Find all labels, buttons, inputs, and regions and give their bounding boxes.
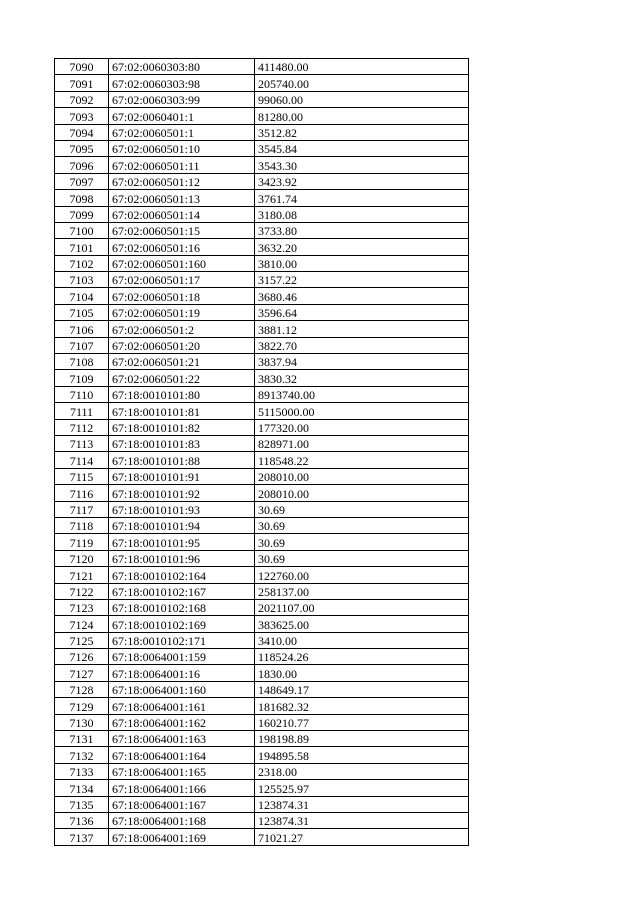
- row-number-cell: 7095: [55, 140, 109, 156]
- row-number-cell: 7121: [55, 567, 109, 583]
- parcel-id-cell: 67:18:0064001:168: [109, 812, 255, 828]
- row-number-cell: 7092: [55, 91, 109, 107]
- row-number-cell: 7133: [55, 763, 109, 779]
- table-row: [55, 190, 469, 206]
- parcel-id-cell: 67:18:0064001:160: [109, 681, 255, 697]
- table-row: [55, 386, 469, 402]
- table-row: [55, 501, 469, 517]
- amount-cell: 3881.12: [255, 321, 469, 337]
- table-row: [55, 419, 469, 435]
- table-row: [55, 304, 469, 320]
- amount-cell: 177320.00: [255, 419, 469, 435]
- table-row: [55, 337, 469, 353]
- parcel-id-cell: 67:02:0060501:14: [109, 206, 255, 222]
- row-number-cell: 7108: [55, 354, 109, 370]
- table-row: [55, 796, 469, 812]
- table-row: [55, 255, 469, 271]
- row-number-cell: 7116: [55, 485, 109, 501]
- row-number-cell: 7128: [55, 681, 109, 697]
- table-row: [55, 403, 469, 419]
- table-body: [55, 59, 469, 846]
- parcel-id-cell: 67:18:0010101:96: [109, 550, 255, 566]
- table-row: [55, 780, 469, 796]
- amount-cell: 118548.22: [255, 452, 469, 468]
- row-number-cell: 7109: [55, 370, 109, 386]
- parcel-id-cell: 67:18:0010101:80: [109, 386, 255, 402]
- row-number-cell: 7093: [55, 108, 109, 124]
- parcel-id-cell: 67:18:0010101:91: [109, 468, 255, 484]
- table-row: [55, 435, 469, 451]
- row-number-cell: 7130: [55, 714, 109, 730]
- row-number-cell: 7134: [55, 780, 109, 796]
- parcel-id-cell: 67:02:0060501:1: [109, 124, 255, 140]
- amount-cell: 181682.32: [255, 698, 469, 714]
- parcel-id-cell: 67:02:0060501:12: [109, 173, 255, 189]
- row-number-cell: 7091: [55, 75, 109, 91]
- parcel-id-cell: 67:18:0010102:168: [109, 599, 255, 615]
- row-number-cell: 7123: [55, 599, 109, 615]
- parcel-id-cell: 67:18:0064001:16: [109, 665, 255, 681]
- amount-cell: 5115000.00: [255, 403, 469, 419]
- amount-cell: 30.69: [255, 501, 469, 517]
- parcel-id-cell: 67:02:0060303:98: [109, 75, 255, 91]
- table-row: [55, 108, 469, 124]
- amount-cell: 125525.97: [255, 780, 469, 796]
- amount-cell: 3545.84: [255, 140, 469, 156]
- amount-cell: 3512.82: [255, 124, 469, 140]
- data-table: [54, 58, 469, 846]
- amount-cell: 160210.77: [255, 714, 469, 730]
- table-row: [55, 272, 469, 288]
- amount-cell: 3761.74: [255, 190, 469, 206]
- table-row: [55, 534, 469, 550]
- amount-cell: 3733.80: [255, 222, 469, 238]
- parcel-id-cell: 67:18:0064001:164: [109, 747, 255, 763]
- parcel-id-cell: 67:18:0064001:161: [109, 698, 255, 714]
- parcel-id-cell: 67:18:0010101:82: [109, 419, 255, 435]
- table-row: [55, 665, 469, 681]
- amount-cell: 3596.64: [255, 304, 469, 320]
- row-number-cell: 7090: [55, 59, 109, 75]
- table-row: [55, 173, 469, 189]
- row-number-cell: 7104: [55, 288, 109, 304]
- amount-cell: 3180.08: [255, 206, 469, 222]
- table-row: [55, 222, 469, 238]
- table-row: [55, 124, 469, 140]
- parcel-id-cell: 67:18:0064001:167: [109, 796, 255, 812]
- amount-cell: 194895.58: [255, 747, 469, 763]
- amount-cell: 1830.00: [255, 665, 469, 681]
- row-number-cell: 7103: [55, 272, 109, 288]
- table-row: [55, 567, 469, 583]
- row-number-cell: 7110: [55, 386, 109, 402]
- amount-cell: 3632.20: [255, 239, 469, 255]
- parcel-id-cell: 67:18:0010101:93: [109, 501, 255, 517]
- amount-cell: 411480.00: [255, 59, 469, 75]
- row-number-cell: 7115: [55, 468, 109, 484]
- parcel-id-cell: 67:02:0060501:22: [109, 370, 255, 386]
- parcel-id-cell: 67:02:0060501:2: [109, 321, 255, 337]
- table-row: [55, 517, 469, 533]
- amount-cell: 122760.00: [255, 567, 469, 583]
- parcel-id-cell: 67:18:0010102:169: [109, 616, 255, 632]
- table-row: [55, 91, 469, 107]
- table-row: [55, 239, 469, 255]
- row-number-cell: 7106: [55, 321, 109, 337]
- table-row: [55, 731, 469, 747]
- row-number-cell: 7111: [55, 403, 109, 419]
- row-number-cell: 7113: [55, 435, 109, 451]
- row-number-cell: 7094: [55, 124, 109, 140]
- table-row: [55, 812, 469, 828]
- row-number-cell: 7124: [55, 616, 109, 632]
- row-number-cell: 7125: [55, 632, 109, 648]
- amount-cell: 3423.92: [255, 173, 469, 189]
- parcel-id-cell: 67:02:0060501:21: [109, 354, 255, 370]
- table-row: [55, 649, 469, 665]
- amount-cell: 208010.00: [255, 485, 469, 501]
- table-row: [55, 452, 469, 468]
- amount-cell: 3810.00: [255, 255, 469, 271]
- amount-cell: 3680.46: [255, 288, 469, 304]
- row-number-cell: 7100: [55, 222, 109, 238]
- parcel-id-cell: 67:02:0060501:15: [109, 222, 255, 238]
- row-number-cell: 7122: [55, 583, 109, 599]
- amount-cell: 8913740.00: [255, 386, 469, 402]
- table-row: [55, 632, 469, 648]
- row-number-cell: 7117: [55, 501, 109, 517]
- parcel-id-cell: 67:02:0060401:1: [109, 108, 255, 124]
- parcel-id-cell: 67:18:0064001:165: [109, 763, 255, 779]
- row-number-cell: 7098: [55, 190, 109, 206]
- parcel-id-cell: 67:18:0010102:171: [109, 632, 255, 648]
- amount-cell: 3410.00: [255, 632, 469, 648]
- table-row: [55, 763, 469, 779]
- table-row: [55, 599, 469, 615]
- row-number-cell: 7127: [55, 665, 109, 681]
- row-number-cell: 7112: [55, 419, 109, 435]
- row-number-cell: 7126: [55, 649, 109, 665]
- parcel-id-cell: 67:18:0010101:81: [109, 403, 255, 419]
- parcel-id-cell: 67:18:0064001:169: [109, 829, 255, 845]
- amount-cell: 198198.89: [255, 731, 469, 747]
- table-row: [55, 75, 469, 91]
- table-row: [55, 59, 469, 75]
- table-row: [55, 354, 469, 370]
- table-row: [55, 698, 469, 714]
- parcel-id-cell: 67:02:0060501:10: [109, 140, 255, 156]
- table-row: [55, 370, 469, 386]
- table-row: [55, 206, 469, 222]
- amount-cell: 30.69: [255, 550, 469, 566]
- parcel-id-cell: 67:02:0060303:99: [109, 91, 255, 107]
- row-number-cell: 7107: [55, 337, 109, 353]
- row-number-cell: 7120: [55, 550, 109, 566]
- row-number-cell: 7114: [55, 452, 109, 468]
- row-number-cell: 7136: [55, 812, 109, 828]
- amount-cell: 118524.26: [255, 649, 469, 665]
- row-number-cell: 7105: [55, 304, 109, 320]
- row-number-cell: 7135: [55, 796, 109, 812]
- table-row: [55, 468, 469, 484]
- parcel-id-cell: 67:18:0064001:163: [109, 731, 255, 747]
- amount-cell: 3830.32: [255, 370, 469, 386]
- row-number-cell: 7132: [55, 747, 109, 763]
- amount-cell: 2021107.00: [255, 599, 469, 615]
- amount-cell: 30.69: [255, 517, 469, 533]
- table-row: [55, 829, 469, 845]
- parcel-id-cell: 67:18:0010101:92: [109, 485, 255, 501]
- amount-cell: 3543.30: [255, 157, 469, 173]
- parcel-id-cell: 67:18:0010101:83: [109, 435, 255, 451]
- row-number-cell: 7119: [55, 534, 109, 550]
- amount-cell: 123874.31: [255, 812, 469, 828]
- amount-cell: 3837.94: [255, 354, 469, 370]
- row-number-cell: 7101: [55, 239, 109, 255]
- row-number-cell: 7118: [55, 517, 109, 533]
- row-number-cell: 7102: [55, 255, 109, 271]
- parcel-id-cell: 67:18:0064001:159: [109, 649, 255, 665]
- table-row: [55, 157, 469, 173]
- amount-cell: 123874.31: [255, 796, 469, 812]
- parcel-id-cell: 67:02:0060501:16: [109, 239, 255, 255]
- parcel-id-cell: 67:02:0060501:20: [109, 337, 255, 353]
- table-row: [55, 681, 469, 697]
- amount-cell: 828971.00: [255, 435, 469, 451]
- parcel-id-cell: 67:02:0060303:80: [109, 59, 255, 75]
- amount-cell: 383625.00: [255, 616, 469, 632]
- amount-cell: 205740.00: [255, 75, 469, 91]
- amount-cell: 2318.00: [255, 763, 469, 779]
- amount-cell: 258137.00: [255, 583, 469, 599]
- table-row: [55, 714, 469, 730]
- table-row: [55, 321, 469, 337]
- parcel-id-cell: 67:18:0064001:162: [109, 714, 255, 730]
- parcel-id-cell: 67:02:0060501:13: [109, 190, 255, 206]
- amount-cell: 3157.22: [255, 272, 469, 288]
- parcel-id-cell: 67:18:0064001:166: [109, 780, 255, 796]
- parcel-id-cell: 67:02:0060501:17: [109, 272, 255, 288]
- table-row: [55, 583, 469, 599]
- row-number-cell: 7131: [55, 731, 109, 747]
- amount-cell: 148649.17: [255, 681, 469, 697]
- row-number-cell: 7097: [55, 173, 109, 189]
- row-number-cell: 7096: [55, 157, 109, 173]
- amount-cell: 81280.00: [255, 108, 469, 124]
- parcel-id-cell: 67:18:0010102:167: [109, 583, 255, 599]
- table-row: [55, 485, 469, 501]
- parcel-id-cell: 67:02:0060501:11: [109, 157, 255, 173]
- parcel-id-cell: 67:02:0060501:18: [109, 288, 255, 304]
- parcel-id-cell: 67:18:0010101:88: [109, 452, 255, 468]
- parcel-id-cell: 67:18:0010102:164: [109, 567, 255, 583]
- parcel-id-cell: 67:18:0010101:95: [109, 534, 255, 550]
- table-row: [55, 550, 469, 566]
- amount-cell: 208010.00: [255, 468, 469, 484]
- table-row: [55, 616, 469, 632]
- row-number-cell: 7137: [55, 829, 109, 845]
- table-row: [55, 747, 469, 763]
- table-row: [55, 140, 469, 156]
- row-number-cell: 7099: [55, 206, 109, 222]
- parcel-id-cell: 67:18:0010101:94: [109, 517, 255, 533]
- parcel-id-cell: 67:02:0060501:160: [109, 255, 255, 271]
- amount-cell: 3822.70: [255, 337, 469, 353]
- row-number-cell: 7129: [55, 698, 109, 714]
- parcel-id-cell: 67:02:0060501:19: [109, 304, 255, 320]
- table-row: [55, 288, 469, 304]
- amount-cell: 99060.00: [255, 91, 469, 107]
- amount-cell: 71021.27: [255, 829, 469, 845]
- amount-cell: 30.69: [255, 534, 469, 550]
